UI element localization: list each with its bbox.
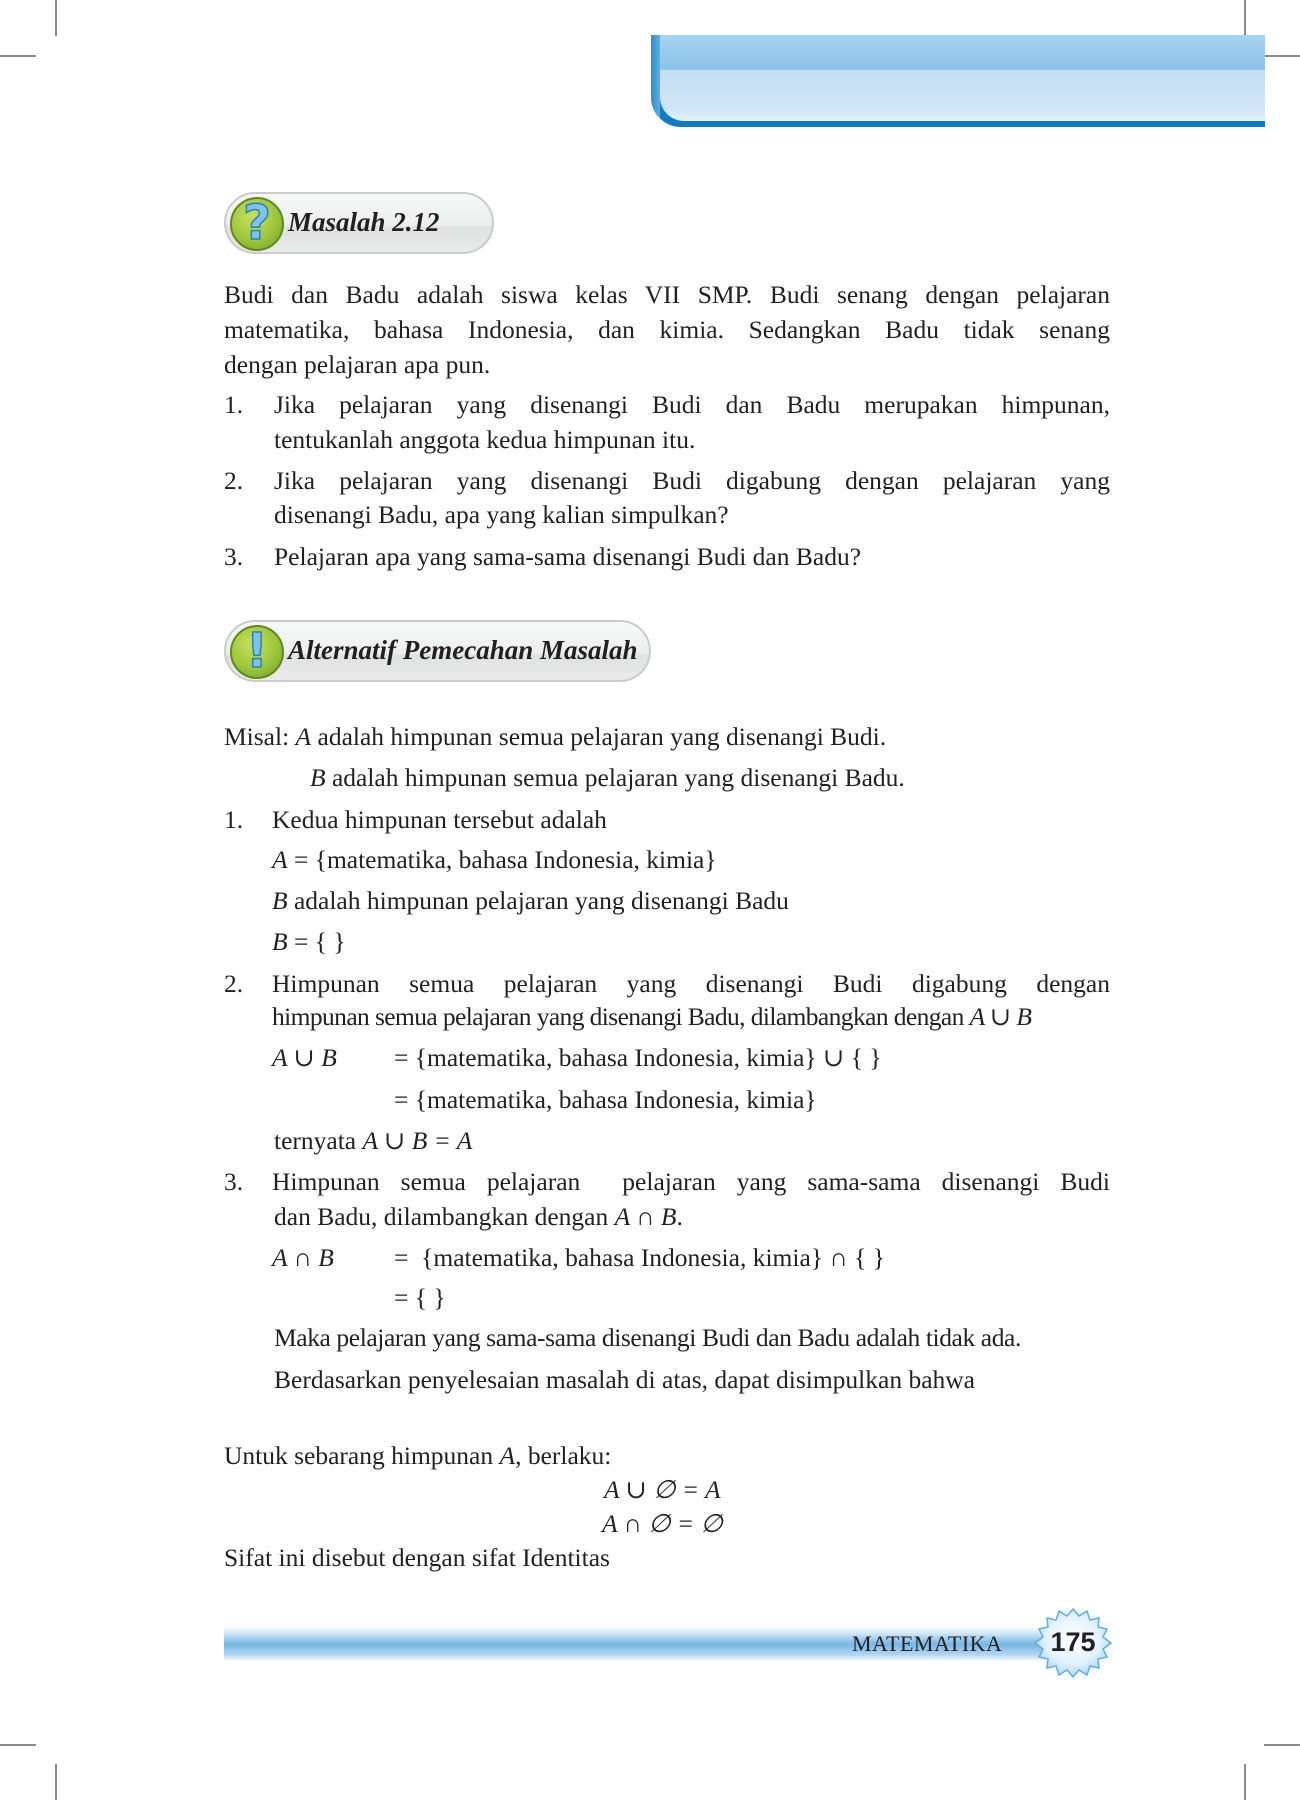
union-eq2: = {matematika, bahasa Indonesia, kimia}: [394, 1085, 817, 1114]
question-line: Jika pelajaran yang disenangi Budi digabung dengan pelajaran yang: [274, 466, 1110, 495]
step-number: 3.: [224, 1167, 244, 1196]
misal-b-line: [310, 763, 905, 793]
crop-mark: [55, 0, 57, 36]
step1-text: Kedua himpunan tersebut adalah: [272, 805, 607, 834]
question-line: Jika pelajaran yang disenangi Budi dan Badu merupakan himpunan,: [274, 390, 1110, 419]
crop-mark: [1244, 1764, 1246, 1800]
banner-edge: [651, 35, 660, 127]
banner-fill: [660, 35, 1265, 121]
intersection-eq1: = {matematika, bahasa Indonesia, kimia} ∩ { }: [394, 1243, 886, 1272]
step-number: 2.: [224, 969, 244, 998]
property-intro: Untuk sebarang himpunan A, berlaku:: [224, 1441, 612, 1470]
footer-subject: MATEMATIKA: [852, 1631, 1003, 1656]
intersection-eq2: = { }: [394, 1283, 446, 1312]
exclamation-icon: !: [230, 625, 284, 679]
problem-intro-line: matematika, bahasa Indonesia, dan kimia. Sedangkan Badu tidak senang: [224, 315, 1110, 344]
question-icon: ?: [230, 197, 284, 251]
step-number: 1.: [224, 805, 244, 834]
set-b-definition: B = { }: [272, 927, 346, 956]
intersection-conclusion: Maka pelajaran yang sama-sama disenangi Budi dan Badu adalah tidak ada.: [274, 1323, 1021, 1352]
question-line: disenangi Badu, apa yang kalian simpulkan?: [274, 500, 729, 529]
crop-mark: [0, 55, 36, 57]
intersection-lhs: A ∩ B: [272, 1243, 334, 1272]
problem-intro-line: Budi dan Badu adalah siswa kelas VII SMP. Budi senang dengan pelajaran: [224, 280, 1110, 309]
question-number: 2.: [224, 466, 244, 495]
misal-b-text: adalah himpunan semua pelajaran yang disenangi Badu.: [331, 763, 905, 792]
page-number: 175: [1050, 1627, 1096, 1657]
union-conclusion: ternyata A ∪ B = A: [274, 1126, 473, 1155]
set-a-definition: A = {matematika, bahasa Indonesia, kimia}: [272, 845, 717, 874]
property-name: Sifat ini disebut dengan sifat Identitas: [224, 1543, 610, 1572]
question-number: 1.: [224, 390, 244, 419]
question-line: Pelajaran apa yang sama-sama disenangi Budi dan Badu?: [274, 542, 862, 571]
crop-mark: [1264, 1744, 1300, 1746]
misal-a-text: adalah himpunan semua pelajaran yang disenangi Budi.: [317, 722, 887, 751]
question-number: 3.: [224, 542, 244, 571]
step2-line1: Himpunan semua pelajaran yang disenangi Budi digabung dengan: [272, 969, 1110, 998]
problem-heading: [224, 192, 494, 254]
summary-line: Berdasarkan penyelesaian masalah di atas, dapat disimpulkan bahwa: [274, 1365, 976, 1394]
crop-mark: [0, 1744, 36, 1746]
step2-line2: himpunan semua pelajaran yang disenangi Badu, dilambangkan dengan A ∪ B: [272, 1002, 1032, 1031]
crop-mark: [1244, 0, 1246, 36]
step3-line1: Himpunan semua pelajaran pelajaran yang sama-sama disenangi Budi: [272, 1167, 1110, 1196]
step3-line2: dan Badu, dilambangkan dengan A ∩ B.: [274, 1202, 683, 1231]
solution-title: Alternatif Pemecahan Masalah: [288, 635, 638, 665]
chapter-header-banner: [651, 35, 1265, 127]
problem-title: Masalah 2.12: [288, 207, 440, 237]
union-eq1: = {matematika, bahasa Indonesia, kimia} ∪ { }: [394, 1043, 882, 1072]
question-line: tentukanlah anggota kedua himpunan itu.: [274, 425, 696, 454]
var-a: A: [295, 722, 312, 751]
union-lhs: A ∪ B: [272, 1043, 337, 1072]
crop-mark: [55, 1764, 57, 1800]
problem-intro-line: dengan pelajaran apa pun.: [224, 350, 491, 379]
misal-label: Misal:: [224, 722, 290, 751]
var-b: B: [310, 763, 326, 792]
crop-mark: [1264, 55, 1300, 57]
solution-heading: [224, 620, 651, 682]
identity-formula-intersection: A ∩ ∅ = ∅: [602, 1509, 723, 1538]
identity-formula-union: A ∪ ∅ = A: [604, 1475, 721, 1504]
set-b-description: B adalah himpunan pelajaran yang disenangi Badu: [272, 886, 789, 915]
misal-a-line: [224, 722, 886, 752]
